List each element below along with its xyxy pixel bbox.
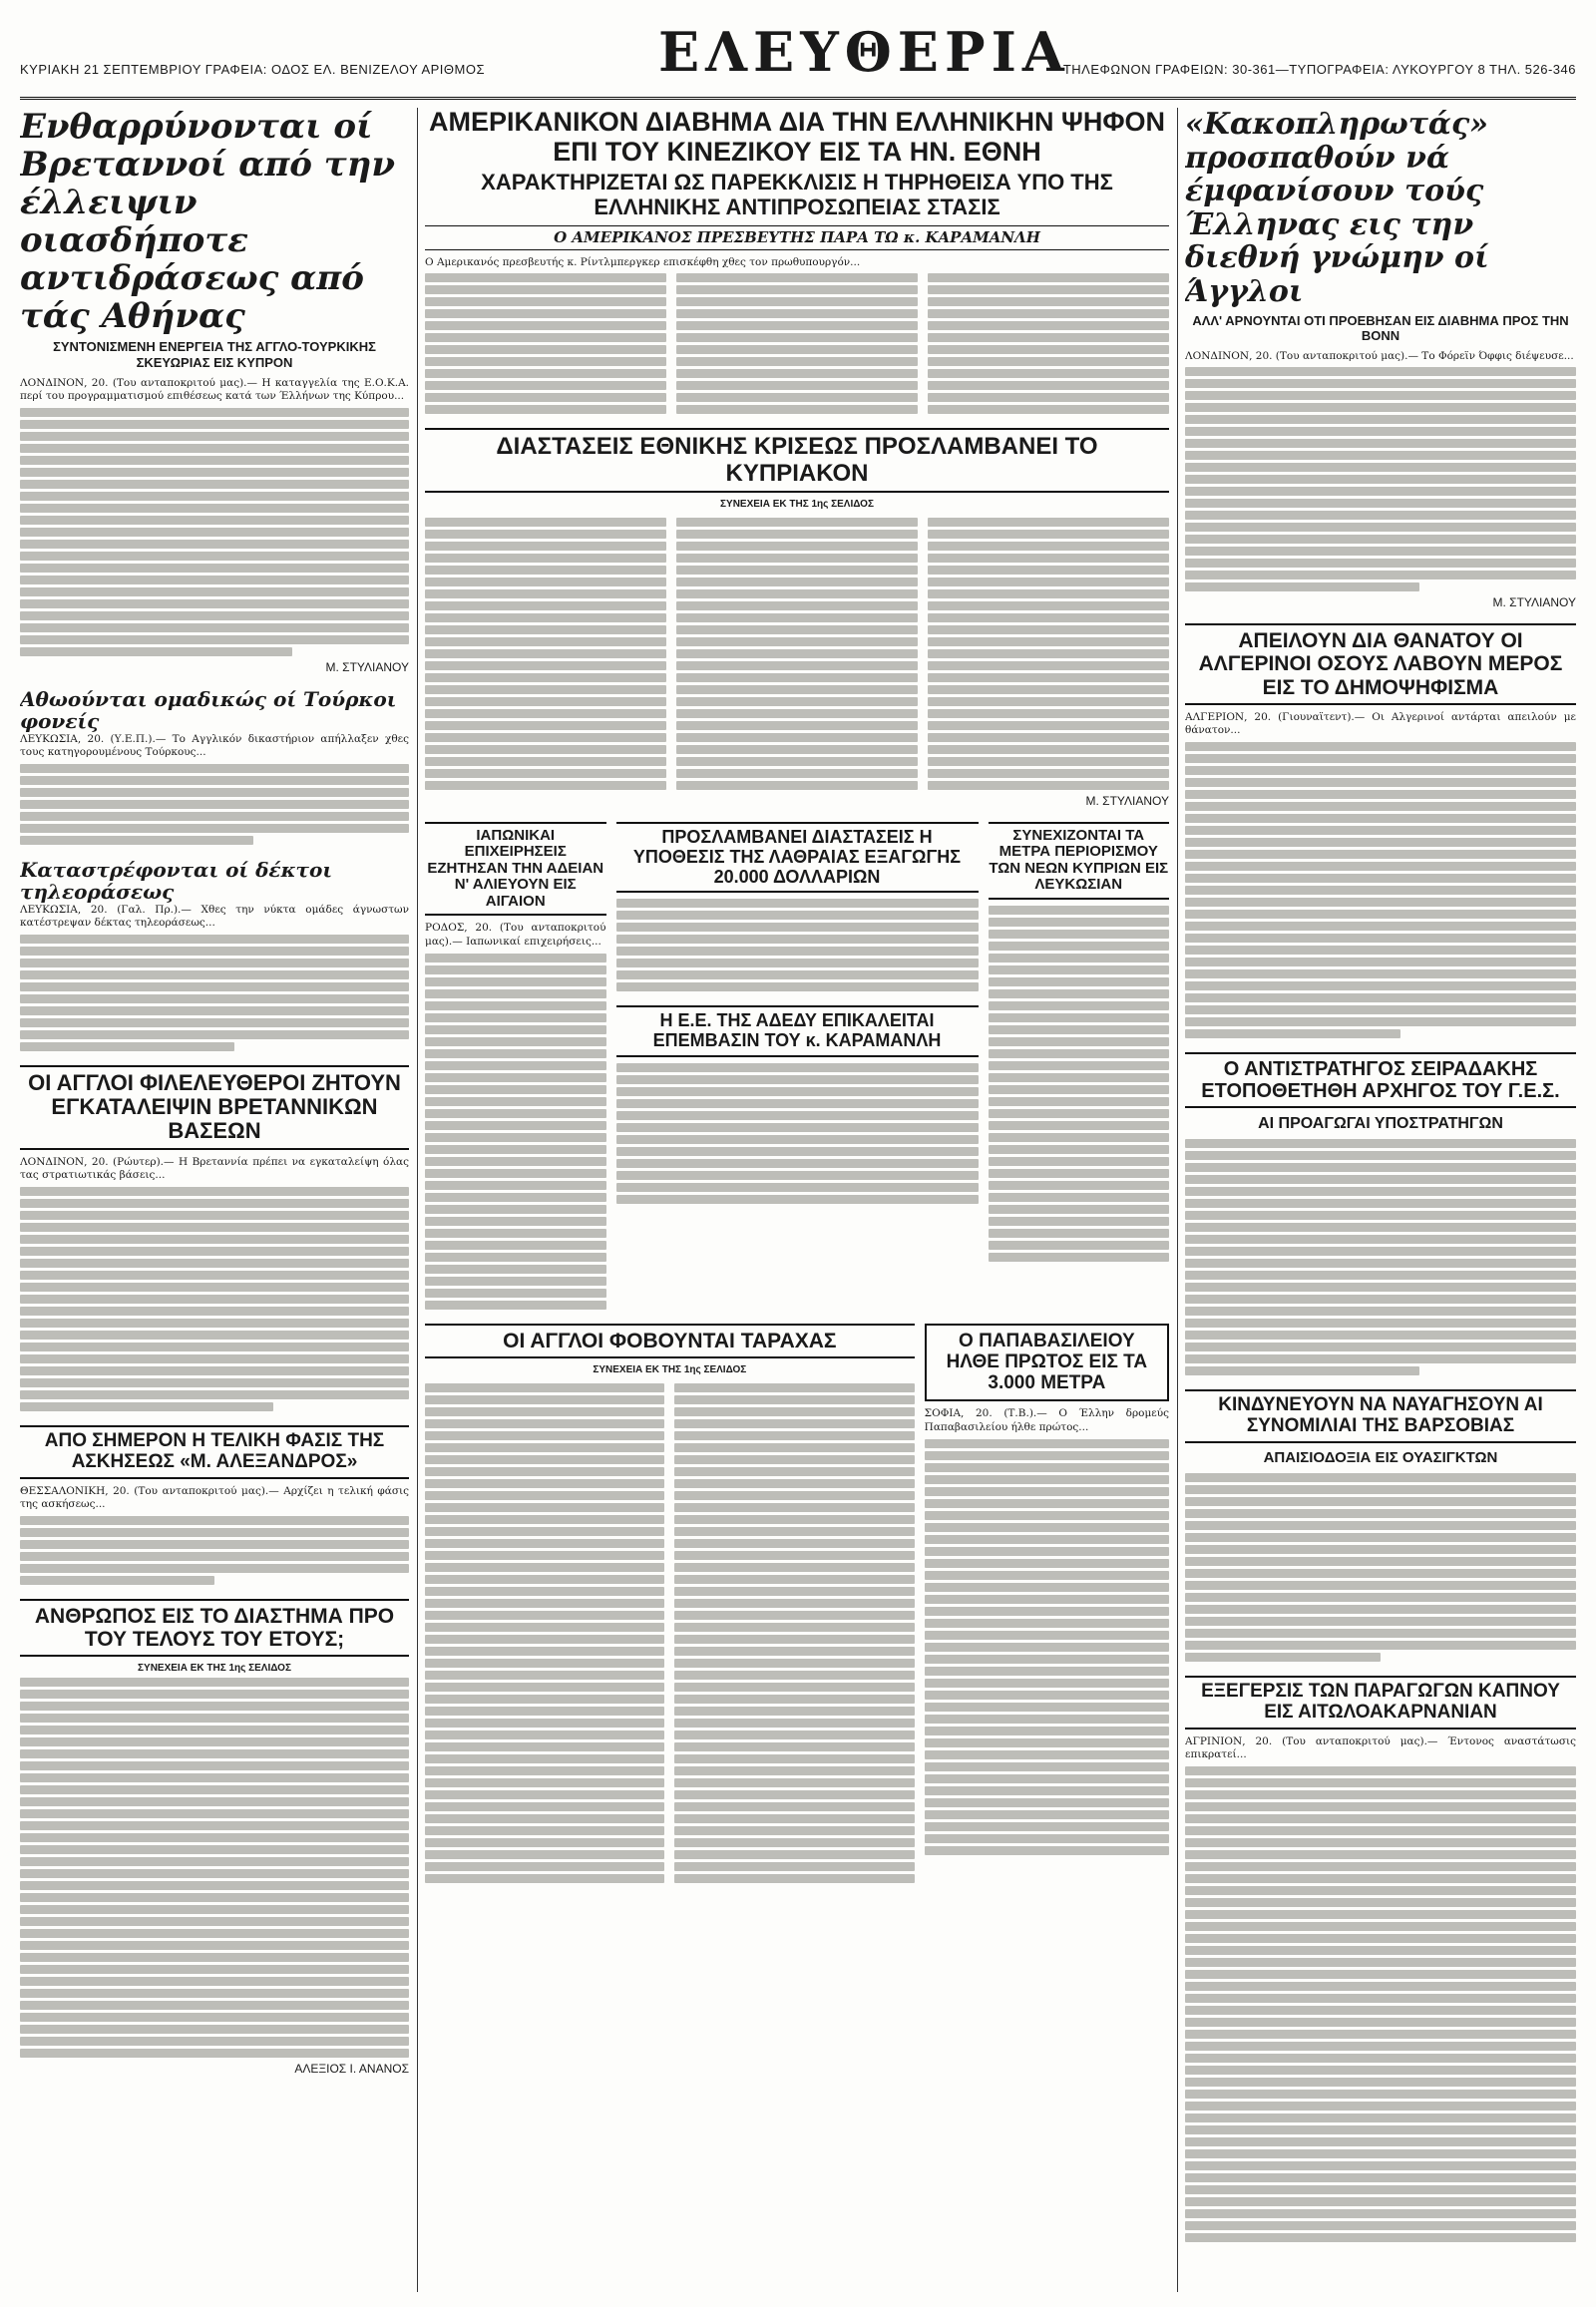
- article-american-demarche: [425, 108, 1169, 414]
- headline: ΑΠΕΙΛΟΥΝ ΔΙΑ ΘΑΝΑΤΟΥ ΟΙ ΑΛΓΕΡΙΝΟΙ ΟΣΟΥΣ ΛΑΒΟΥΝ ΜΕΡΟΣ ΕΙΣ ΤΟ ΔΗΜΟΨΗΦΙΣΜΑ: [1185, 623, 1576, 704]
- headline: ΟΙ ΑΓΓΛΟΙ ΦΟΒΟΥΝΤΑΙ ΤΑΡΑΧΑΣ: [425, 1324, 915, 1358]
- article-body: [925, 1439, 1169, 1855]
- article-cypriot-youth-measures: [989, 822, 1170, 1262]
- article-japanese-fishing: [425, 822, 606, 1310]
- article-lead-text: ΑΓΡΙΝΙΟΝ, 20. (Του ανταποκριτού μας).— Έντονος αναστάτωσις επικρατεί...: [1185, 1734, 1576, 1761]
- article-body: [1185, 1473, 1576, 1662]
- headline: Ο ΑΝΤΙΣΤΡΑΤΗΓΟΣ ΣΕΙΡΑΔΑΚΗΣ ΕΤΟΠΟΘΕΤΗΘΗ ΑΡΧΗΓΟΣ ΤΟΥ Γ.Ε.Σ.: [1185, 1052, 1576, 1108]
- byline: ΑΛΕΞΙΟΣ Ι. ΑΝΑΝΟΣ: [294, 2062, 409, 2077]
- article-body: [20, 764, 409, 845]
- article-lead-text: ΘΕΣΣΑΛΟΝΙΚΗ, 20. (Του ανταποκριτού μας).— Αρχίζει η τελική φάσις της ασκήσεως...: [20, 1484, 409, 1511]
- byline: Μ. ΣΤΥΛΙΑΝΟΥ: [1492, 595, 1576, 610]
- article-dollar-smuggling: [616, 822, 979, 991]
- center-lower-grid: [425, 822, 1169, 1324]
- article-seiradakis: [1185, 1052, 1576, 1375]
- lead-deck: Ο ΑΜΕΡΙΚΑΝΟΣ ΠΡΕΣΒΕΥΤΗΣ ΠΑΡΑ ΤΩ κ. ΚΑΡΑΜΑΝΛΗ: [425, 225, 1169, 250]
- article-exercise-alexandros: [20, 1425, 409, 1585]
- article-body: [20, 1516, 409, 1585]
- headline: ΟΙ ΑΓΓΛΟΙ ΦΙΛΕΛΕΥΘΕΡΟΙ ΖΗΤΟΥΝ ΕΓΚΑΤΑΛΕΙΨΙΝ ΒΡΕΤΑΝΝΙΚΩΝ ΒΑΣΕΩΝ: [20, 1065, 409, 1150]
- article-turks-acquitted: [20, 688, 409, 845]
- masthead-phones: ΤΗΛΕΦΩΝΟΝ ΓΡΑΦΕΙΩΝ: 30-361—ΤΥΠΟΓΡΑΦΕΙΑ: ΛΥΚΟΥΡΓΟΥ 8 ΤΗΛ. 526-346: [1062, 62, 1576, 77]
- article-liberals-bases: [20, 1065, 409, 1411]
- article-lead-text: ΛΕΥΚΩΣΙΑ, 20. (Υ.Ε.Π.).— Το Αγγλικόν δικαστήριον απήλλαξεν χθες τους κατηγορουμένους Τούρκους...: [20, 732, 409, 759]
- headline: Ο ΠΑΠΑΒΑΣΙΛΕΙΟΥ ΗΛΘΕ ΠΡΩΤΟΣ ΕΙΣ ΤΑ 3.000 ΜΕΤΡΑ: [946, 1330, 1148, 1393]
- article-body: [20, 408, 409, 656]
- article-body: [616, 899, 979, 991]
- article-body: [20, 1678, 409, 2058]
- subheadline: ΑΠΑΙΣΙΟΔΟΞΙΑ ΕΙΣ ΟΥΑΣΙΓΚΤΩΝ: [1263, 1448, 1498, 1466]
- article-body: [1185, 367, 1576, 591]
- article-warsaw-talks: [1185, 1389, 1576, 1662]
- article-lead-text: ΑΛΓΕΡΙΟΝ, 20. (Γιουναϊτεντ).— Οι Αλγερινοί αντάρται απειλούν με θάνατον...: [1185, 710, 1576, 737]
- lead-subheadline: ΧΑΡΑΚΤΗΡΙΖΕΤΑΙ ΩΣ ΠΑΡΕΚΚΛΙΣΙΣ Η ΤΗΡΗΘΕΙΣΑ ΥΠΟ ΤΗΣ ΕΛΛΗΝΙΚΗΣ ΑΝΤΙΠΡΟΣΩΠΕΙΑΣ ΣΤΑΣΙΣ: [481, 170, 1113, 219]
- article-body: [1185, 1766, 1576, 2242]
- article-lead-text: ΡΟΔΟΣ, 20. (Του ανταποκριτού μας).— Ιαπωνικαί επιχειρήσεις...: [425, 922, 606, 949]
- headline: ΑΝΘΡΩΠΟΣ ΕΙΣ ΤΟ ΔΙΑΣΤΗΜΑ ΠΡΟ ΤΟΥ ΤΕΛΟΥΣ ΤΟΥ ΕΤΟΥΣ;: [20, 1599, 409, 1657]
- article-man-in-space: [20, 1599, 409, 2076]
- headline: Αθωούνται ομαδικώς οί Τούρκοι φονείς: [20, 686, 397, 734]
- subheadline: ΣΥΝΤΟΝΙΣΜΕΝΗ ΕΝΕΡΓΕΙΑ ΤΗΣ ΑΓΓΛΟ-ΤΟΥΡΚΙΚΗΣ ΣΚΕΥΩΡΙΑΣ ΕΙΣ ΚΥΠΡΟΝ: [53, 339, 376, 371]
- article-body: [20, 935, 409, 1051]
- article-cyprus-crisis: [425, 428, 1169, 808]
- newspaper-title: ΕΛΕΥΘΕΡΙΑ: [658, 20, 1070, 84]
- article-algerian-threats: [1185, 623, 1576, 1038]
- left-column: [20, 108, 409, 2292]
- headline: Καταστρέφονται οί δέκτοι τηλεοράσεως: [20, 858, 333, 905]
- byline: Μ. ΣΤΥΛΙΑΝΟΥ: [325, 659, 409, 674]
- headline-box: [925, 1324, 1169, 1402]
- article-body: [616, 1063, 979, 1204]
- article-lead-text: Ο Αμερικανός πρεσβευτής κ. Ρίντλμπεργκερ επισκέφθη χθες τον πρωθυπουργόν...: [425, 255, 861, 268]
- center-bottom-grid: [425, 1324, 1169, 1897]
- article-body: [989, 906, 1170, 1262]
- article-adedy: [616, 1005, 979, 1204]
- center-columns: [425, 108, 1169, 2292]
- headline: Η Ε.Ε. ΤΗΣ ΑΔΕΔΥ ΕΠΙΚΑΛΕΙΤΑΙ ΕΠΕΜΒΑΣΙΝ ΤΟΥ κ. ΚΑΡΑΜΑΝΛΗ: [616, 1005, 979, 1057]
- headline: ΕΞΕΓΕΡΣΙΣ ΤΩΝ ΠΑΡΑΓΩΓΩΝ ΚΑΠΝΟΥ ΕΙΣ ΑΙΤΩΛΟΑΚΑΡΝΑΝΙΑΝ: [1185, 1676, 1576, 1730]
- headline: «Κακοπληρωτάς» προσπαθούν νά έμφανίσουν τούς Έλληνας εις την διεθνή γνώμην οί Άγγλοι: [1185, 108, 1489, 309]
- headline: ΑΠΟ ΣΗΜΕΡΟΝ Η ΤΕΛΙΚΗ ΦΑΣΙΣ ΤΗΣ ΑΣΚΗΣΕΩΣ «Μ. ΑΛΕΞΑΝΔΡΟΣ»: [20, 1425, 409, 1479]
- headline: ΙΑΠΩΝΙΚΑΙ ΕΠΙΧΕΙΡΗΣΕΙΣ ΕΖΗΤΗΣΑΝ ΤΗΝ ΑΔΕΙΑΝ Ν' ΑΛΙΕΥΟΥΝ ΕΙΣ ΑΙΓΑΙΟΝ: [425, 822, 606, 917]
- article-body: [1185, 1139, 1576, 1375]
- headline: ΔΙΑΣΤΑΣΕΙΣ ΕΘΝΙΚΗΣ ΚΡΙΣΕΩΣ ΠΡΟΣΛΑΜΒΑΝΕΙ ΤΟ ΚΥΠΡΙΑΚΟΝ: [425, 428, 1169, 493]
- right-column: [1185, 108, 1576, 2292]
- article-body: [425, 954, 606, 1310]
- byline: Μ. ΣΤΥΛΙΑΝΟΥ: [1085, 793, 1169, 808]
- article-body: [425, 1379, 915, 1883]
- article-papavasileiou: [925, 1324, 1169, 1855]
- headline: Ενθαρρύνονται οί Βρεταννοί από την έλλειψιν οιασδήποτε αντιδράσεως από τάς Αθήνας: [20, 108, 395, 337]
- subheadline: ΑΛΛ' ΑΡΝΟΥΝΤΑΙ ΟΤΙ ΠΡΟΕΒΗΣΑΝ ΕΙΣ ΔΙΑΒΗΜΑ ΠΡΟΣ ΤΗΝ ΒΟΝΝ: [1192, 312, 1569, 344]
- article-lead-text: ΛΟΝΔΙΝΟΝ, 20. (Ρώυτερ).— Η Βρεταννία πρέπει να εγκαταλείψη όλας τας στρατιωτικάς βάσεις...: [20, 1155, 409, 1182]
- article-lead-text: ΛΟΝΔΙΝΟΝ, 20. (Του ανταποκριτού μας).— Η καταγγελία της Ε.Ο.Κ.Α. περί του προγραμματισμού επιθέσεως κατά των Έλλήνων της Κύπρου...: [20, 376, 409, 403]
- masthead-date-address: ΚΥΡΙΑΚΗ 21 ΣΕΠΤΕΜΒΡΙΟΥ ΓΡΑΦΕΙΑ: ΟΔΟΣ ΕΛ. ΒΕΝΙΖΕΛΟΥ ΑΡΙΘΜΟΣ: [20, 62, 485, 77]
- subheadline: ΑΙ ΠΡΟΑΓΩΓΑΙ ΥΠΟΣΤΡΑΤΗΓΩΝ: [1258, 1114, 1503, 1132]
- article-body: [425, 269, 1169, 414]
- continuation-note: ΣΥΝΕΧΕΙΑ ΕΚ ΤΗΣ 1ης ΣΕΛΙΔΟΣ: [138, 1663, 291, 1675]
- masthead: [20, 20, 1576, 100]
- article-bad-payers: [1185, 108, 1576, 609]
- article-body: [1185, 742, 1576, 1038]
- column-rule: [1177, 108, 1178, 2292]
- lead-headline: ΑΜΕΡΙΚΑΝΙΚΟΝ ΔΙΑΒΗΜΑ ΔΙΑ ΤΗΝ ΕΛΛΗΝΙΚΗΝ ΨΗΦΟΝ ΕΠΙ ΤΟΥ ΚΙΝΕΖΙΚΟΥ ΕΙΣ ΤΑ ΗΝ. ΕΘΝΗ: [428, 108, 1166, 167]
- continuation-note: ΣΥΝΕΧΕΙΑ ΕΚ ΤΗΣ 1ης ΣΕΛΙΔΟΣ: [593, 1363, 747, 1375]
- headline: ΣΥΝΕΧΙΖΟΝΤΑΙ ΤΑ ΜΕΤΡΑ ΠΕΡΙΟΡΙΣΜΟΥ ΤΩΝ ΝΕΩΝ ΚΥΠΡΙΩΝ ΕΙΣ ΛΕΥΚΩΣΙΑΝ: [989, 822, 1170, 900]
- headline: ΚΙΝΔΥΝΕΥΟΥΝ ΝΑ ΝΑΥΑΓΗΣΟΥΝ ΑΙ ΣΥΝΟΜΙΛΙΑΙ ΤΗΣ ΒΑΡΣΟΒΙΑΣ: [1185, 1389, 1576, 1443]
- continuation-note: ΣΥΝΕΧΕΙΑ ΕΚ ΤΗΣ 1ης ΣΕΛΙΔΟΣ: [720, 498, 874, 510]
- article-britons-encouraged: [20, 108, 409, 674]
- article-lead-text: ΛΕΥΚΩΣΙΑ, 20. (Γαλ. Πρ.).— Χθες την νύκτα ομάδες άγνωστων κατέστρεψαν δέκτας τηλεοράσεως...: [20, 903, 409, 930]
- column-rule: [417, 108, 418, 2292]
- article-tobacco-growers: [1185, 1676, 1576, 2242]
- headline: ΠΡΟΣΛΑΜΒΑΝΕΙ ΔΙΑΣΤΑΣΕΙΣ Η ΥΠΟΘΕΣΙΣ ΤΗΣ ΛΑΘΡΑΙΑΣ ΕΞΑΓΩΓΗΣ 20.000 ΔΟΛΛΑΡΙΩΝ: [616, 822, 979, 893]
- article-body: [425, 514, 1169, 790]
- article-lead-text: ΛΟΝΔΙΝΟΝ, 20. (Του ανταποκριτού μας).— Το Φόρεϊν Όφφις διέψευσε...: [1185, 349, 1574, 362]
- article-body: [20, 1187, 409, 1411]
- article-tv-destroyed: [20, 859, 409, 1051]
- article-lead-text: ΣΟΦΙΑ, 20. (Τ.Β.).— Ο Έλλην δρομεύς Παπαβασιλείου ήλθε πρώτος...: [924, 1407, 1169, 1434]
- article-english-fear-unrest: [425, 1324, 915, 1883]
